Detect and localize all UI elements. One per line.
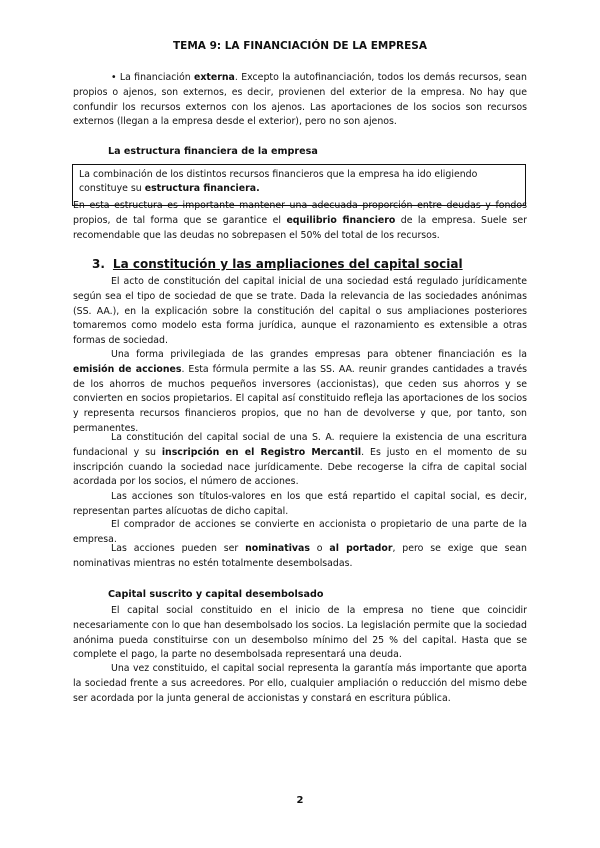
section-number: 3.: [92, 257, 105, 271]
constitucion-paragraph-5: El comprador de acciones se convierte en accionista o propietario de una parte de la empresa.: [73, 519, 527, 545]
equilibrio-bold: equilibrio financiero: [286, 214, 396, 226]
externa-bold: externa: [194, 72, 235, 83]
section-3-heading: [92, 257, 463, 271]
bullet: •: [111, 72, 117, 83]
estructura-paragraph: En esta estructura es importante mantener una adecuada proporción entre deudas y fondos propios, de tal forma que se garantice el equilibrio financiero de la empresa. Suele ser recomendable que las deudas no sobrepasen el 50% del total de los recursos.: [73, 200, 527, 241]
capital-paragraph-2: Una vez constituido, el capital social representa la garantía más importante que aporta la sociedad frente a sus acreedores. Por ello, cualquier ampliación o reducción del mismo debe ser acordada por la junta general de accionistas y constará en escritura pública.: [73, 663, 527, 704]
constitucion-paragraph-1: El acto de constitución del capital inicial de una sociedad está regulado jurídicamente según sea el tipo de sociedad de que se trate. Dada la relevancia de las sociedades anónimas (SS. AA.), en la explicación sobre la constitución del capital o sus ampliaciones posteriores tomaremos como modelo esta forma jurídica, aunque el razonamiento es extensible a otras formas de sociedad.: [73, 276, 527, 347]
page-number: 2: [296, 795, 304, 806]
definition-box: La combinación de los distintos recursos financieros que la empresa ha ido eligiendo constituye su estructura financiera.: [72, 164, 526, 206]
constitucion-paragraph-6: Las acciones pueden ser nominativas o al portador, pero se exige que sean nominativas mientras no estén totalmente desembolsadas.: [73, 543, 527, 569]
constitucion-paragraph-2: Una forma privilegiada de las grandes empresas para obtener financiación es la emisión de acciones. Esta fórmula permite a las SS. AA. reunir grandes cantidades a través de los ahorros de muchos pequeños inversores (accionistas), que ceden sus ahorros y se convierten en socios propietarios. El capital así constituido refleja las aportaciones de los socios y representa recursos financieros propios, que no han de devolverse y que, por tanto, son permanentes.: [73, 349, 527, 434]
estructura-heading: La estructura financiera de la empresa: [108, 146, 318, 157]
al-portador-bold: al portador: [329, 543, 393, 554]
registro-mercantil-bold: inscripción en el Registro Mercantil: [161, 446, 362, 458]
capital-heading: Capital suscrito y capital desembolsado: [108, 589, 324, 600]
document-title: TEMA 9: LA FINANCIACIÓN DE LA EMPRESA: [173, 40, 427, 52]
constitucion-paragraph-4: Las acciones son títulos-valores en los que está repartido el capital social, es decir, representan partes alícuotas de dicho capital.: [73, 491, 527, 517]
capital-paragraph-1: El capital social constituido en el inicio de la empresa no tiene que coincidir necesariamente con lo que han desembolsado los socios. La legislación permite que la sociedad anónima pueda constituirse con un desembolso mínimo del 25 % del capital. Hasta que se complete el pago, la parte no desembolsada representará una deuda.: [73, 605, 527, 661]
constitucion-paragraph-3: La constitución del capital social de una S. A. requiere la existencia de una escritura fundacional y su inscripción en el Registro Mercantil. Es justo en el momento de su inscripción cuando la sociedad nace jurídicamente. Debe recogerse la cifra de capital social acordada por los socios, el número de acciones.: [73, 432, 527, 488]
nominativas-bold: nominativas: [245, 543, 310, 554]
section-title: La constitución y las ampliaciones del capital social: [112, 257, 463, 271]
emision-acciones-bold: emisión de acciones: [73, 363, 182, 375]
estructura-financiera-bold: estructura financiera.: [144, 183, 260, 194]
externa-paragraph: • La financiación externa. Excepto la autofinanciación, todos los demás recursos, sean propios o ajenos, son externos, es decir, provienen del exterior de la empresa. No hay que confundir los recursos externos con los ajenos. Las aportaciones de los socios son recursos externos (llegan a la empresa desde el exterior), pero no son ajenos.: [73, 72, 527, 128]
